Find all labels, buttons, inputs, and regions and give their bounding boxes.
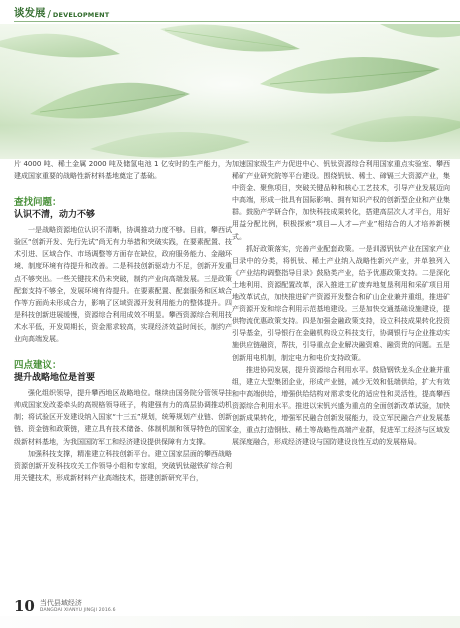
magazine-name-en: DANGDAI XIANYU JINGJI 2016.6 (39, 608, 116, 613)
paragraph: 抓好政策落实，完善产业配套政策。一是训源钒钛产业在国家产业目录中的分类，将钒钛、稀土产业纳入战略性新兴产业，并单独列入《产业结构调整指导目录》鼓励类产业，给予优惠政策支持。二是深化土地利用、资源配置改革，深入推进工矿废弃地复垦利用和采矿项目用地改革试点，加快推进矿产资源开发整合和矿山企业兼并重组，推进矿产资源开发和综合利用示范基地建设。三是加快交通基础设施建设，提供物流优惠政策支持。四是加强金融政策支持，设立科技成果转化投资引导基金，引导银行在金融机构设立科技支行，协调银行与企业推动实施供应链融资，帮扶，引导重点企业解决融资难、融资贵的问题。五是创新用电机制，制定电力和电价支持政策。 (232, 244, 450, 362)
magazine-name-cn: 当代县域经济 (39, 599, 82, 607)
right-column (232, 158, 450, 448)
page-footer (14, 599, 116, 614)
leaves-illustration (0, 24, 460, 159)
paragraph: 加速国家级生产力促进中心、钒钛资源综合利用国家重点实验室、攀西稀矿产业研究院等平台建设。围绕钒钛、稀土、碲镉三大资源产业，集中资金、聚焦项目，突破关键品种和核心工艺技术，引导产业发展迈向中高端，形成一批具有国际影响、拥有知识产权的创新型企业和产业集群。鼓励产学研合作，加快科技成果转化，搭建高层次人才平台，用好用益分配比例，积极探索“项目—人才—产业”相结合的人才培养新模式。 (232, 160, 450, 241)
section-separator: / (47, 9, 51, 20)
section-title: 谈发展 (14, 7, 46, 19)
paragraph: 一是战略资源地位认识不清晰，协调推动力度不够。目前，攀西试验区“创新开发、先行先试”尚无有力举措和突破实践，在要素配置、技术引进、区域合作、市场调整等方面存在缺位，政府服务能力、金融环境、制度环境有待提升和改善。二是科技创新驱动力不足，创新开发重点不够突出。一些关键技术仍未突破，制约产业向高端发展。三是政策配套支持不够全，发展环境有待提升。在要素配置、配套服务和区域合作等方面尚未形成合力，影响了区域资源开发利用能力的整体提升。四是科技创新进展缓慢，资源综合利用成效不明显。攀西资源综合利用技术水平低，开发周期长，资金需求较高，实现经济效益时间长，制约产业向高端发展。 (14, 226, 232, 344)
header-rule (14, 21, 460, 22)
magazine-name (40, 599, 116, 614)
paragraph: 加强科技支撑，精准建立科技创新平台。建立国家层面的攀西战略资源创新开发科技攻关工作领导小组和专家组，突破钒钛磁铁矿综合利用关键技术，形成新材料产业高端技术，搭建创新研究平台， (14, 449, 232, 482)
section-title-en: DEVELOPMENT (52, 11, 110, 19)
page-header (0, 0, 460, 22)
section-heading: 查找问题： (14, 197, 62, 209)
paragraph: 片 4000 吨、稀土金属 2000 吨及储氢电池 1 亿安时的生产能力，为建成国家重要的战略性新材料基地奠定了基础。 (14, 160, 232, 181)
footer-bar (0, 616, 460, 628)
left-column (14, 158, 232, 484)
leaf-banner-image (0, 24, 460, 159)
section-subheading: 提升战略地位是首要 (14, 373, 96, 384)
paragraph: 推进协同发展，提升资源综合利用水平。鼓励钢铁龙头企业兼并重组，建立大型集团企业，形成产业链，减少无效和低端供给，扩大有效和中高端供给，增强供给结构对需求变化的适应性和灵活性，提高攀西资源综合利用水平。推进以宋钒兴盛为重点的全面创新改革试验，加快创新成果转化，增强军民融合创新发展能力，设立军民融合产业发展基金，重点打造钢钛、稀土等战略性高端产业群，促进军工经济与区域发展深度融合，形成经济建设与国防建设良性互动的发展格局。 (232, 365, 450, 447)
paragraph: 强化组织领导，提升攀西地区战略地位。继续由国务院分管领导挂帅成国家发改委牵头的高规格领导班子，构建强有力的高层协调推动机制；将试验区开发建设纳入国家“十三五”规划，统筹规划产业链、创新链、资金链和政策链，建立具有技术储备、体制机制和领导特色的国家级新材料基地，为我国国防军工和经济建设提供保障有力支撑。 (14, 389, 232, 446)
page-number: 10 (14, 597, 35, 615)
section-heading: 四点建议： (14, 360, 62, 372)
section-subheading: 认识不清，动力不够 (14, 210, 96, 221)
